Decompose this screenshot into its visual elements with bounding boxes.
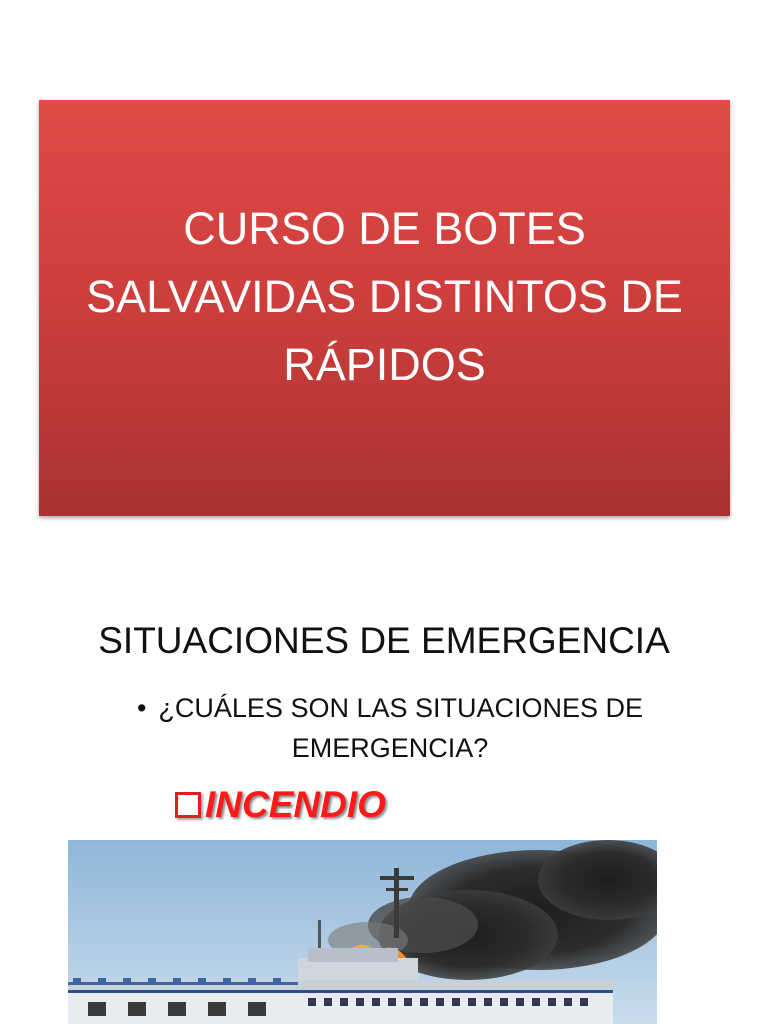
slide-title-line-3: RÁPIDOS bbox=[283, 339, 486, 390]
section-heading: SITUACIONES DE EMERGENCIA bbox=[98, 620, 670, 661]
bullet-question bbox=[110, 688, 670, 768]
slide-title bbox=[86, 195, 683, 399]
title-box bbox=[39, 100, 730, 516]
slide-title-line-1: CURSO DE BOTES bbox=[183, 203, 586, 254]
incendio-item bbox=[175, 784, 386, 826]
burning-ship-photo bbox=[68, 840, 657, 1024]
question-text: ¿CUÁLES SON LAS SITUACIONES DE EMERGENCIA? bbox=[158, 693, 644, 763]
checkbox-bullet-icon bbox=[175, 792, 201, 818]
incendio-label: INCENDIO bbox=[205, 784, 386, 825]
slide-title-line-2: SALVAVIDAS DISTINTOS DE bbox=[86, 271, 683, 322]
bullet-icon: • bbox=[136, 693, 147, 723]
burning-ship-image bbox=[68, 840, 657, 1024]
